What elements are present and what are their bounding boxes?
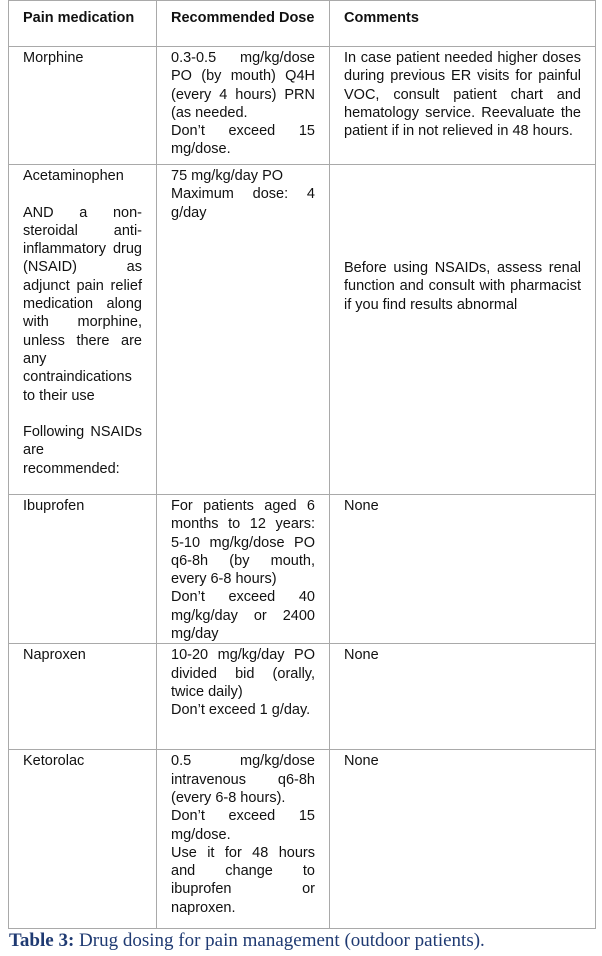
dose-cell	[157, 165, 330, 495]
dose-cell	[157, 495, 330, 644]
table-row-ibuprofen	[9, 495, 596, 644]
comments-cell	[330, 644, 596, 750]
dose-line: 10-20 mg/kg/day PO divided bid (orally, twice daily)	[171, 647, 315, 700]
dose-limit: Don’t exceed 1 g/day.	[171, 702, 311, 719]
table-row-naproxen	[9, 644, 596, 750]
table-row-acetaminophen	[9, 165, 596, 495]
header-pain-medication: Pain medication	[9, 1, 157, 47]
table-row-ketorolac	[9, 750, 596, 929]
dose-note: Use it for 48 hours and change to ibuprofen or naproxen.	[171, 844, 315, 916]
dose-limit: Don’t exceed 40 mg/kg/day or 2400 mg/day	[171, 589, 315, 643]
caption-label: Table 3:	[9, 930, 75, 951]
medication-note: AND a non-steroidal anti-inflammatory drug (NSAID) as adjunct pain relief medication along with morphine, unless there are any contraindications to their use	[23, 204, 142, 404]
header-recommended-dose: Recommended Dose	[157, 1, 330, 47]
dose-limit: Maximum dose: 4 g/day	[171, 186, 315, 221]
medication-name: Acetaminophen	[23, 168, 124, 184]
medication-name: Ketorolac	[23, 753, 85, 770]
medication-note: Following NSAIDs are recommended:	[23, 424, 142, 477]
medication-cell	[9, 644, 157, 750]
dose-cell	[157, 47, 330, 165]
comments-cell	[330, 495, 596, 644]
table-caption	[9, 930, 485, 952]
medication-cell	[9, 165, 157, 495]
comments-cell	[330, 165, 596, 495]
dose-cell	[157, 644, 330, 750]
medication-name: Morphine	[23, 50, 84, 66]
comments-cell	[330, 750, 596, 929]
comment-text: None	[344, 498, 379, 514]
comment-text: Before using NSAIDs, assess renal function and consult with pharmacist if you find results abnormal	[344, 260, 581, 313]
table-row-morphine	[9, 47, 596, 165]
medication-cell	[9, 495, 157, 644]
medication-name: Ibuprofen	[23, 498, 85, 514]
dose-line: 0.3-0.5 mg/kg/dose PO (by mouth) Q4H (every 4 hours) PRN (as needed.	[171, 50, 315, 121]
header-comments: Comments	[330, 1, 596, 47]
dose-line: 75 mg/kg/day PO	[171, 168, 284, 184]
dose-limit: Don’t exceed 15 mg/dose.	[171, 123, 315, 158]
dose-cell	[157, 750, 330, 929]
dose-line: 0.5 mg/kg/dose intravenous q6-8h (every 6-8 hours).	[171, 753, 315, 806]
medication-cell	[9, 47, 157, 165]
medication-cell	[9, 750, 157, 929]
comments-cell	[330, 47, 596, 165]
dose-line: For patients aged 6 months to 12 years: 5-10 mg/kg/dose PO q6-8h (by mouth, every 6-8 hours)	[171, 498, 315, 588]
comment-text: In case patient needed higher doses during previous ER visits for painful VOC, consult patient chart and hematology service. Reevaluate the patient if in not relieved in 48 hours.	[344, 50, 581, 140]
table-header-row	[9, 1, 596, 47]
caption-text: Drug dosing for pain management (outdoor patients).	[74, 930, 485, 951]
medication-name: Naproxen	[23, 647, 86, 664]
comment-text: None	[344, 753, 379, 770]
comment-text: None	[344, 647, 379, 664]
dose-limit: Don’t exceed 15 mg/dose.	[171, 808, 315, 843]
drug-dosing-table	[8, 0, 596, 929]
